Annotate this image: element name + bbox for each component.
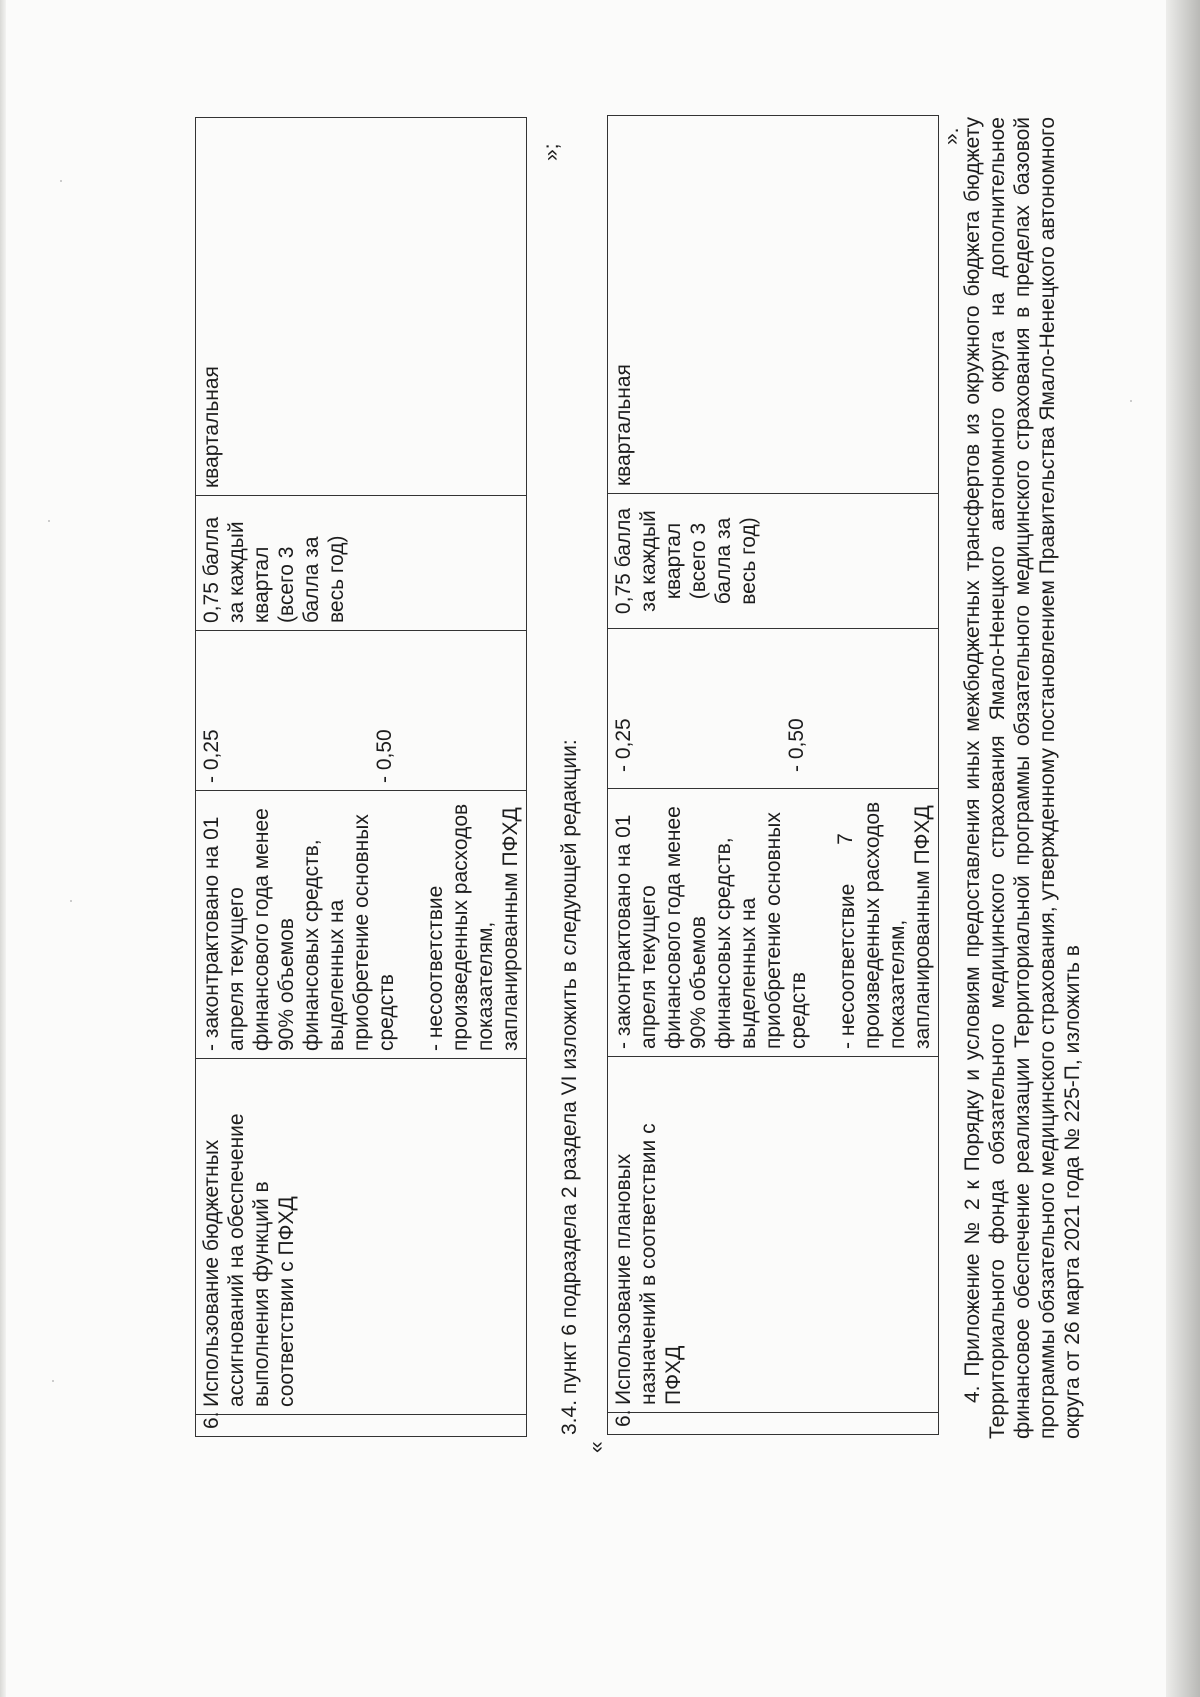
max-score: 0,75 балла за каждый квартал (всего 3 балла за весь год) [608, 494, 939, 629]
indicator-name: Использование плановых назначений в соответствии с ПФХД [608, 1057, 939, 1413]
table-row [608, 116, 939, 1435]
table-new-version [607, 115, 939, 1435]
amendment-statement: 3.4. пункт 6 подраздела 2 раздела VI изложить в следующей редакции: [558, 739, 581, 1435]
max-score: 0,75 балла за каждый квартал (всего 3 балла за весь год) [196, 496, 527, 631]
row-number: 6. [196, 1415, 527, 1437]
criterion-b: - несоответствие произведенных расходов показателям, запланированным ПФХД [836, 801, 934, 1049]
indicator-name: Использование бюджетных ассигнований на обеспечение выполнения функций в соответствии с ПФХД [196, 1059, 527, 1415]
criterion-a: - законтрактовано на 01 апреля текущего финансового года менее 90% объемов финансовых средств, выделенных на приобретение основных средств [200, 808, 398, 1051]
criterion-a: - законтрактовано на 01 апреля текущего финансового года менее 90% объемов финансовых средств, выделенных на приобретение основных средств [612, 806, 810, 1049]
criteria-cell [196, 791, 527, 1059]
points-b: - 0,50 [373, 729, 396, 783]
periodicity: квартальная [608, 116, 939, 494]
points-cell [608, 629, 939, 789]
opening-quote: « [585, 1441, 608, 1453]
points-cell [196, 631, 527, 791]
closing-quote: ». [940, 127, 963, 145]
table-old-version [195, 117, 527, 1437]
page-number: 7 [834, 833, 857, 845]
points-a: - 0,25 [200, 729, 223, 783]
criteria-cell [608, 789, 939, 1057]
points-a: - 0,25 [612, 718, 635, 772]
points-b: - 0,50 [785, 718, 808, 772]
row-number: 6. [608, 1413, 939, 1435]
criterion-b: - несоответствие произведенных расходов показателям, запланированным ПФХД [424, 803, 522, 1051]
periodicity: квартальная [196, 118, 527, 496]
paragraph-4: 4. Приложение № 2 к Порядку и условиям предоставления иных межбюджетных трансфертов из окружного бюджета бюджету Территориального фонда обязательного медицинского страхования Ямало-Ненецкого автономного округа на дополнительное финансовое обеспечение реализации Территориальной программы обязательного медицинского страхования в пределах базовой программы обязательного медицинского страхования, утвержденному постановлением Правительства Ямало-Ненецкого автономного округа от 26 марта 2021 года № 225-П, изложить в [961, 117, 1084, 1439]
closing-quote: »; [540, 143, 563, 161]
table-row [196, 118, 527, 1437]
